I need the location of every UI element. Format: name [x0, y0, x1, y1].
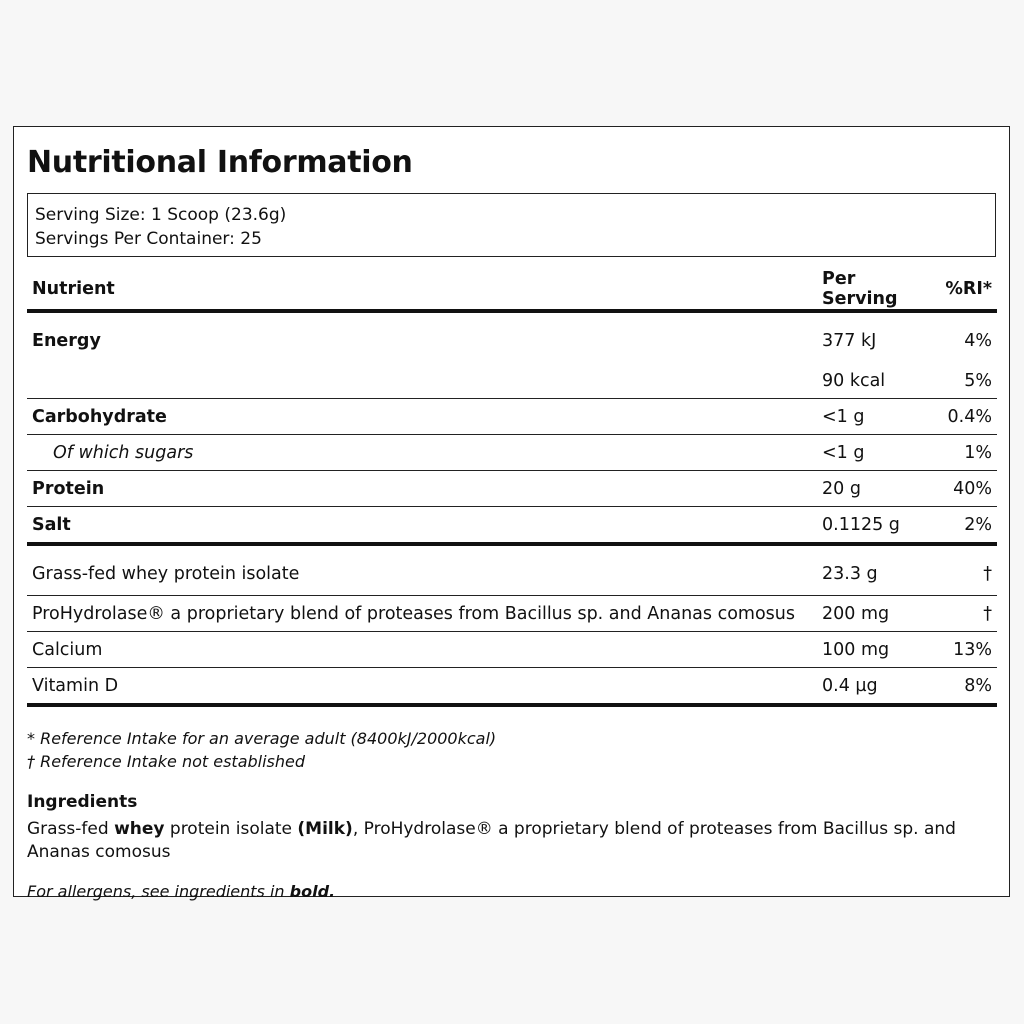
ingredients-part: , ProHydrolase® a proprietary blend of proteases from Bacillus sp. and Ananas comosus: [27, 819, 956, 862]
table-row: [27, 632, 997, 668]
energy-kcal-ri: 5%: [927, 363, 997, 399]
prohydrolase-value: 200 mg: [817, 596, 927, 632]
header-ri: %RI*: [927, 269, 997, 311]
carbohydrate-ri: 0.4%: [927, 399, 997, 435]
whey-ri: †: [927, 544, 997, 596]
table-row: [27, 311, 997, 363]
energy-kj-value: 377 kJ: [822, 331, 877, 351]
ingredients-part: protein isolate: [164, 819, 298, 839]
whey-value: 23.3 g: [817, 544, 927, 596]
whey-label: Grass-fed whey protein isolate: [27, 544, 817, 596]
carbohydrate-label: Carbohydrate: [27, 399, 817, 435]
header-nutrient: Nutrient: [27, 269, 817, 311]
table-row: [27, 668, 997, 706]
salt-ri: 2%: [927, 507, 997, 545]
energy-label: Energy: [32, 331, 101, 351]
table-header-row: [27, 269, 997, 311]
table-row: [27, 544, 997, 596]
carbohydrate-value: <1 g: [817, 399, 927, 435]
nutrition-panel: [13, 126, 1010, 901]
sugars-label: Of which sugars: [27, 435, 817, 471]
vitamin-d-label: Vitamin D: [27, 668, 817, 706]
ingredients-text: [27, 818, 987, 864]
vitamin-d-ri: 8%: [927, 668, 997, 706]
footnote-not-established: † Reference Intake not established: [27, 752, 306, 771]
table-row: [27, 596, 997, 632]
footnotes: [27, 727, 996, 773]
salt-value: 0.1125 g: [817, 507, 927, 545]
protein-ri: 40%: [927, 471, 997, 507]
prohydrolase-ri: †: [927, 596, 997, 632]
table-row: [27, 507, 997, 545]
sugars-ri: 1%: [927, 435, 997, 471]
table-row: [27, 471, 997, 507]
table-row: [27, 435, 997, 471]
allergen-note-text: For allergens, see ingredients in: [27, 882, 290, 901]
page-title: Nutritional Information: [27, 145, 413, 180]
ingredients-part: Grass-fed: [27, 819, 115, 839]
table-row: [27, 399, 997, 435]
serving-info-box: [27, 193, 996, 257]
footnote-ri: * Reference Intake for an average adult (8400kJ/2000kcal): [27, 729, 497, 748]
header-per-serving: Per Serving: [817, 269, 927, 311]
vitamin-d-value: 0.4 µg: [817, 668, 927, 706]
energy-kcal-value: 90 kcal: [817, 363, 927, 399]
calcium-value: 100 mg: [817, 632, 927, 668]
salt-label: Salt: [27, 507, 817, 545]
servings-per-container: Servings Per Container: 25: [35, 229, 262, 249]
ingredients-title: Ingredients: [27, 792, 138, 812]
allergen-whey: whey: [114, 819, 165, 839]
allergen-note: [27, 881, 996, 903]
protein-value: 20 g: [817, 471, 927, 507]
serving-size: Serving Size: 1 Scoop (23.6g): [35, 205, 287, 225]
table-row: [27, 363, 997, 399]
nutrition-table: [27, 269, 997, 707]
sugars-value: <1 g: [817, 435, 927, 471]
empty-cell: [27, 363, 817, 399]
calcium-label: Calcium: [27, 632, 817, 668]
allergen-milk: (Milk): [297, 819, 353, 839]
prohydrolase-label: ProHydrolase® a proprietary blend of proteases from Bacillus sp. and Ananas comosus: [27, 596, 817, 632]
allergen-note-bold: bold.: [289, 882, 336, 901]
energy-kj-ri: 4%: [964, 331, 992, 351]
calcium-ri: 13%: [927, 632, 997, 668]
protein-label: Protein: [27, 471, 817, 507]
